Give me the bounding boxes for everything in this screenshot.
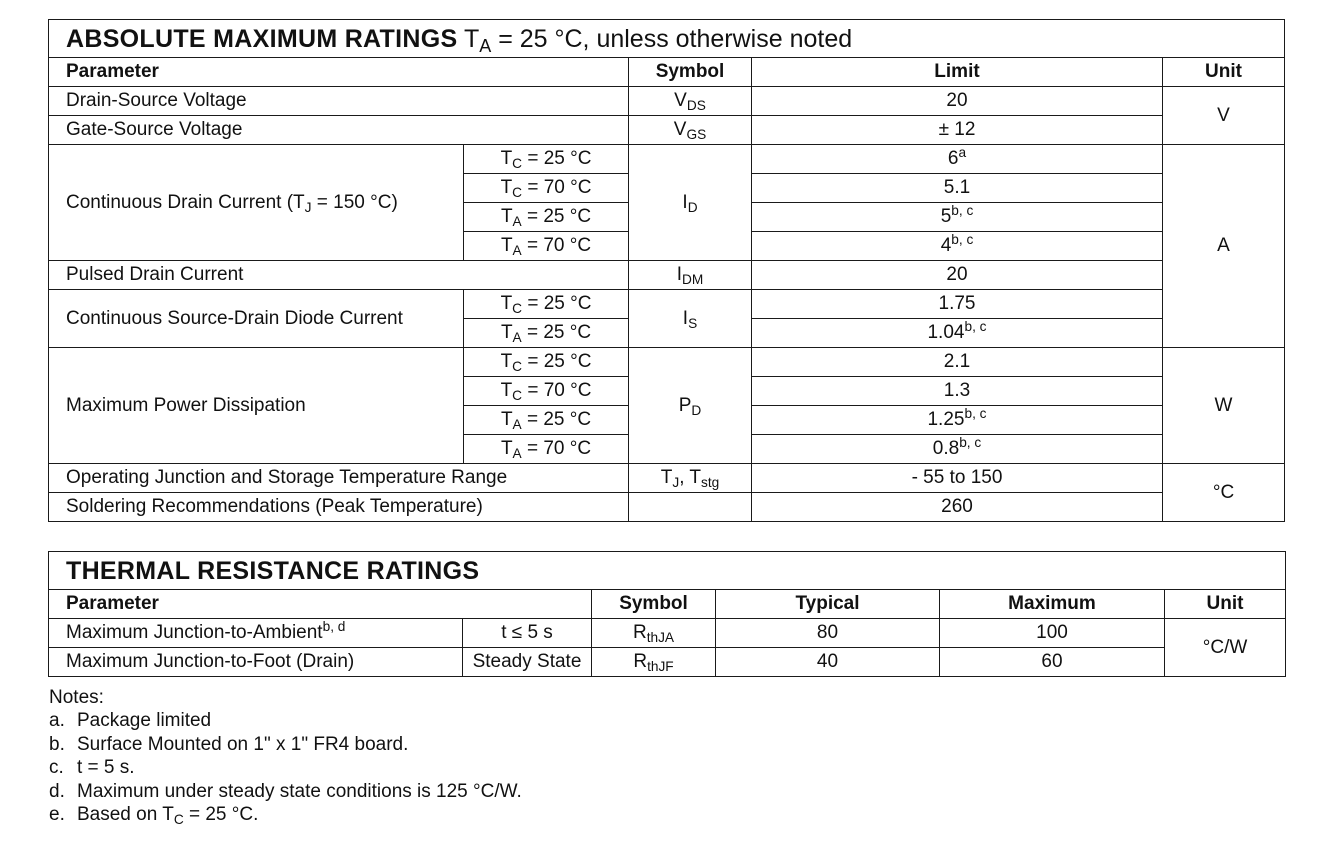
therm-title-cell [49, 552, 1286, 590]
param-cell: Pulsed Drain Current [49, 261, 629, 290]
note-item [49, 756, 522, 779]
row-source-drain-diode-current-1 [49, 290, 1285, 319]
condition-cell: $T_A = 70$ °C [464, 435, 629, 464]
note-text: t = 5 s. [77, 757, 135, 779]
condition-cell: $T_A = 25$ °C [464, 319, 629, 348]
header-symbol: Symbol [629, 58, 752, 87]
limit-cell: 1.25$^{b, c}$ [752, 406, 1163, 435]
note-key: c. [49, 757, 64, 779]
typical-cell: 40 [716, 648, 940, 677]
limit-cell: 0.8$^{b, c}$ [752, 435, 1163, 464]
condition-cell: $T_C = 25$ °C [464, 145, 629, 174]
row-gate-source-voltage [49, 116, 1285, 145]
limit-cell: 20 [752, 261, 1163, 290]
symbol-cell: $I_S$ [629, 290, 752, 348]
absolute-maximum-ratings-table [48, 19, 1285, 522]
row-junction-to-foot [49, 648, 1286, 677]
condition-cell: $T_A = 25$ °C [464, 406, 629, 435]
abs-condition: $T_A = 25$ °C, unless otherwise noted [463, 25, 853, 57]
row-pulsed-drain-current [49, 261, 1285, 290]
note-item [49, 709, 522, 732]
param-cell: Soldering Recommendations (Peak Temperature) [49, 493, 629, 522]
note-key: a. [49, 710, 65, 732]
abs-title: ABSOLUTE MAXIMUM RATINGS [66, 25, 458, 53]
note-item [49, 803, 522, 826]
limit-cell: 4$^{b, c}$ [752, 232, 1163, 261]
param-cell: Drain-Source Voltage [49, 87, 629, 116]
row-continuous-drain-current-1 [49, 145, 1285, 174]
unit-cell: V [1163, 87, 1285, 145]
condition-cell: Steady State [463, 648, 592, 677]
header-parameter: Parameter [49, 58, 629, 87]
therm-header-row [49, 590, 1286, 619]
note-text: Based on $T_C = 25$ °C. [77, 804, 259, 827]
symbol-cell [629, 493, 752, 522]
note-key: e. [49, 804, 65, 826]
note-key: b. [49, 733, 65, 755]
note-key: d. [49, 780, 65, 802]
unit-cell: W [1163, 348, 1285, 464]
abs-title-row [49, 20, 1285, 58]
param-cell: Continuous Source-Drain Diode Current [49, 290, 464, 348]
unit-cell: °C [1163, 464, 1285, 522]
therm-title: THERMAL RESISTANCE RATINGS [66, 557, 480, 585]
abs-header-row [49, 58, 1285, 87]
row-junction-to-ambient [49, 619, 1286, 648]
limit-cell: ± 12 [752, 116, 1163, 145]
notes-heading: Notes: [49, 687, 104, 708]
therm-title-row [49, 552, 1286, 590]
limit-cell: 5$^{b, c}$ [752, 203, 1163, 232]
unit-cell: A [1163, 145, 1285, 348]
limit-cell: 2.1 [752, 348, 1163, 377]
param-cell: Maximum Power Dissipation [49, 348, 464, 464]
param-cell: Maximum Junction-to-Ambient$^{b, d}$ [49, 619, 463, 648]
note-item [49, 780, 522, 803]
header-typical: Typical [716, 590, 940, 619]
limit-cell: 20 [752, 87, 1163, 116]
row-drain-source-voltage [49, 87, 1285, 116]
symbol-cell: $R_{thJF}$ [592, 648, 716, 677]
param-cell: Continuous Drain Current ($T_J = 150$ °C) [49, 145, 464, 261]
maximum-cell: 100 [940, 619, 1165, 648]
header-symbol: Symbol [592, 590, 716, 619]
condition-cell: t ≤ 5 s [463, 619, 592, 648]
condition-cell: $T_A = 70$ °C [464, 232, 629, 261]
notes-section [49, 686, 522, 826]
header-maximum: Maximum [940, 590, 1165, 619]
condition-cell: $T_C = 70$ °C [464, 174, 629, 203]
limit-cell: 6$^a$ [752, 145, 1163, 174]
row-power-dissipation-1 [49, 348, 1285, 377]
symbol-cell: $T_J$, $T_{stg}$ [629, 464, 752, 493]
limit-cell: 1.04$^{b, c}$ [752, 319, 1163, 348]
note-text: Maximum under steady state conditions is 125 °C/W. [77, 780, 522, 802]
limit-cell: 260 [752, 493, 1163, 522]
condition-cell: $T_A = 25$ °C [464, 203, 629, 232]
limit-cell: 1.75 [752, 290, 1163, 319]
header-unit: Unit [1163, 58, 1285, 87]
symbol-cell: $V_{DS}$ [629, 87, 752, 116]
thermal-resistance-ratings-table [48, 551, 1286, 677]
symbol-cell: $I_D$ [629, 145, 752, 261]
limit-cell: - 55 to 150 [752, 464, 1163, 493]
param-cell: Maximum Junction-to-Foot (Drain) [49, 648, 463, 677]
row-operating-temperature [49, 464, 1285, 493]
condition-cell: $T_C = 70$ °C [464, 377, 629, 406]
condition-cell: $T_C = 25$ °C [464, 348, 629, 377]
unit-cell: °C/W [1165, 619, 1286, 677]
note-text: Surface Mounted on 1" x 1" FR4 board. [77, 733, 409, 755]
abs-title-cell [49, 20, 1285, 58]
typical-cell: 80 [716, 619, 940, 648]
param-cell: Gate-Source Voltage [49, 116, 629, 145]
note-item [49, 733, 522, 756]
symbol-cell: $P_D$ [629, 348, 752, 464]
condition-cell: $T_C = 25$ °C [464, 290, 629, 319]
symbol-cell: $V_{GS}$ [629, 116, 752, 145]
symbol-cell: $R_{thJA}$ [592, 619, 716, 648]
header-parameter: Parameter [49, 590, 592, 619]
row-soldering [49, 493, 1285, 522]
limit-cell: 1.3 [752, 377, 1163, 406]
limit-cell: 5.1 [752, 174, 1163, 203]
maximum-cell: 60 [940, 648, 1165, 677]
note-text: Package limited [77, 710, 212, 732]
param-cell: Operating Junction and Storage Temperature Range [49, 464, 629, 493]
header-limit: Limit [752, 58, 1163, 87]
symbol-cell: $I_{DM}$ [629, 261, 752, 290]
header-unit: Unit [1165, 590, 1286, 619]
